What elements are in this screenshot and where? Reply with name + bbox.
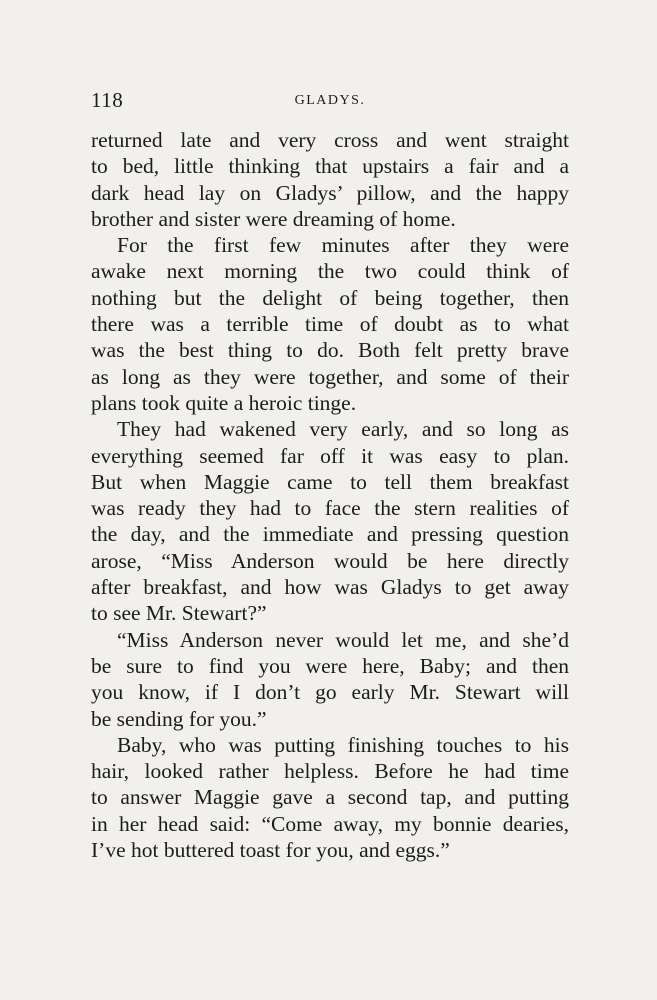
page-header bbox=[91, 88, 569, 118]
text-line: hair, looked rather helpless. Before he had time bbox=[91, 759, 569, 784]
text-line: Baby, who was putting finishing touches to his bbox=[117, 732, 569, 757]
text-line: awake next morning the two could think of bbox=[91, 259, 569, 284]
text-line: For the first few minutes after they were bbox=[117, 233, 569, 258]
text-line: as long as they were together, and some of their bbox=[91, 364, 569, 389]
text-line: to answer Maggie gave a second tap, and putting bbox=[91, 785, 569, 810]
text-line: dark head lay on Gladys’ pillow, and the happy bbox=[91, 180, 569, 205]
text-line: “Miss Anderson never would let me, and she’d bbox=[117, 627, 569, 652]
text-line: to see Mr. Stewart?” bbox=[91, 601, 267, 626]
text-line: the day, and the immediate and pressing question bbox=[91, 522, 569, 547]
running-title: GLADYS. bbox=[294, 93, 366, 108]
text-line: after breakfast, and how was Gladys to get away bbox=[91, 575, 569, 600]
text-line: be sending for you.” bbox=[91, 706, 267, 731]
text-line: was the best thing to do. Both felt pretty brave bbox=[91, 338, 569, 363]
text-line: to bed, little thinking that upstairs a fair and a bbox=[91, 154, 569, 179]
text-line: you know, if I don’t go early Mr. Stewart will bbox=[91, 680, 569, 705]
text-line: plans took quite a heroic tinge. bbox=[91, 390, 357, 415]
text-line: But when Maggie came to tell them breakfast bbox=[91, 469, 569, 494]
text-line: They had wakened very early, and so long as bbox=[117, 417, 569, 442]
page-number: 118 bbox=[91, 88, 124, 112]
text-line: nothing but the delight of being together, then bbox=[91, 285, 569, 310]
text-line: there was a terrible time of doubt as to what bbox=[91, 312, 569, 337]
text-line: was ready they had to face the stern realities of bbox=[91, 496, 569, 521]
text-line: in her head said: “Come away, my bonnie dearies, bbox=[91, 811, 569, 836]
body-text bbox=[91, 127, 569, 863]
text-line: be sure to find you were here, Baby; and then bbox=[91, 653, 569, 678]
text-line: arose, “Miss Anderson would be here directly bbox=[91, 548, 569, 573]
text-line: brother and sister were dreaming of home. bbox=[91, 206, 456, 231]
text-line: returned late and very cross and went straight bbox=[91, 128, 569, 152]
text-line: everything seemed far off it was easy to plan. bbox=[91, 443, 569, 468]
text-line: I’ve hot buttered toast for you, and eggs.” bbox=[91, 838, 450, 863]
